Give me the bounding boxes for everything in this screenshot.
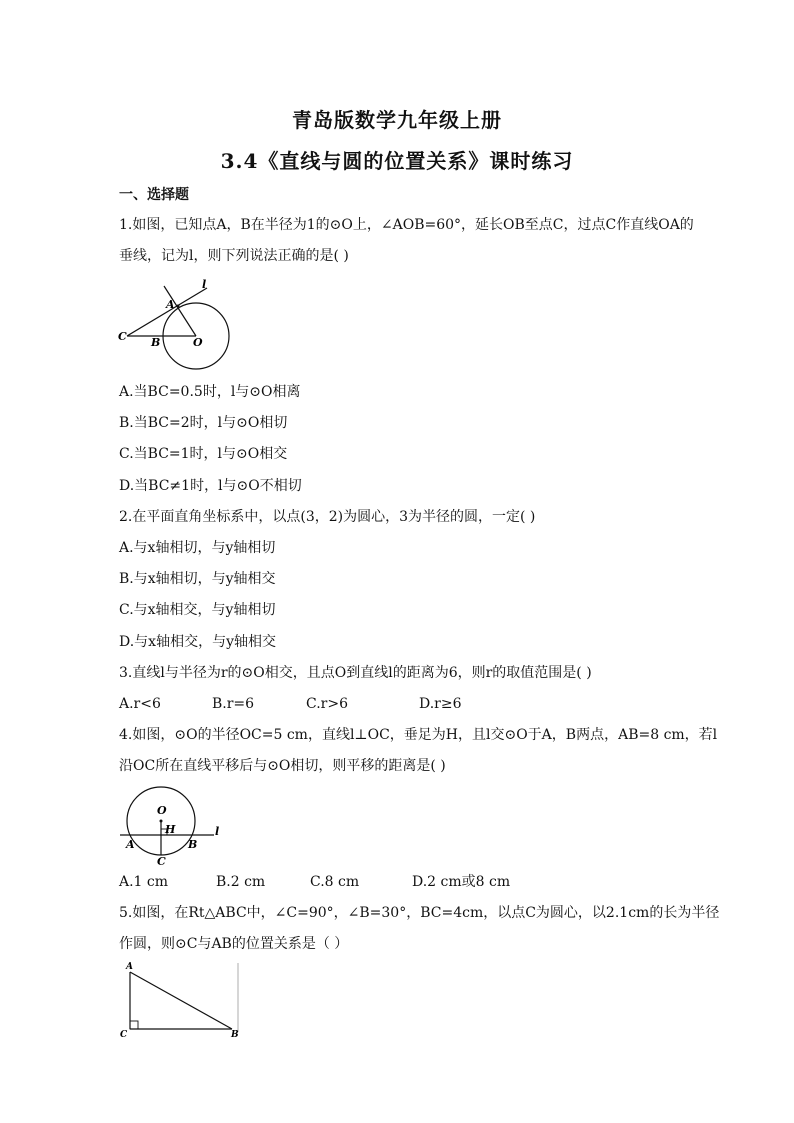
q2-stem: 2.在平面直角坐标系中，以点(3，2)为圆心，3为半径的圆，一定( ) (119, 509, 536, 525)
q5-stem-line1: 5.如图，在Rt△ABC中，∠C=90°，∠B=30°，BC=4cm，以点C为圆心，以2.1cm的长为半径 (119, 905, 720, 921)
section-heading: 一、选择题 (119, 187, 189, 203)
q4-label-b: B (188, 838, 198, 851)
q5-label-b: B (231, 1030, 239, 1040)
q1-label-a: A (166, 298, 175, 311)
document-title: 青岛版数学九年级上册 (292, 108, 502, 132)
q2-option-c: C.与x轴相交，与y轴相切 (119, 602, 276, 618)
q1-option-a: A.当BC=0.5时，l与⊙O相离 (119, 384, 301, 400)
q1-label-l: l (202, 278, 207, 291)
q5-stem-line2: 作圆，则⊙C与AB的位置关系是（ ） (119, 936, 349, 952)
q1-option-b: B.当BC=2时，l与⊙O相切 (119, 415, 288, 431)
q4-label-a: A (126, 838, 135, 851)
q3-option-d: D.r≥6 (419, 696, 462, 712)
q3-stem: 3.直线l与半径为r的⊙O相交，且点O到直线l的距离为6，则r的取值范围是( ) (119, 665, 592, 681)
document-subtitle: 3.4《直线与圆的位置关系》课时练习 (220, 149, 574, 173)
q4-label-l: l (215, 825, 220, 838)
q4-stem-line1: 4.如图，⊙O的半径OC=5 cm，直线l⊥OC，垂足为H，且l交⊙O于A，B两点，AB=8 cm，若l (119, 727, 718, 743)
q5-label-c: C (120, 1030, 128, 1040)
q5-right-angle (130, 1021, 138, 1029)
q4-stem-line2: 沿OC所在直线平移后与⊙O相切，则平移的距离是( ) (119, 758, 446, 774)
q4-label-c: C (157, 855, 166, 868)
q4-label-h: H (165, 823, 176, 836)
q5-figure (118, 960, 243, 1040)
q4-figure (118, 786, 228, 866)
q2-option-d: D.与x轴相交，与y轴相交 (119, 634, 276, 650)
q1-label-o: O (193, 336, 203, 349)
q1-line-l (127, 288, 207, 336)
q1-stem-line2: 垂线，记为l，则下列说法正确的是( ) (119, 248, 349, 264)
q2-option-a: A.与x轴相切，与y轴相切 (119, 540, 276, 556)
q1-option-d: D.当BC≠1时，l与⊙O不相切 (119, 478, 302, 494)
q4-option-b: B.2 cm (216, 874, 266, 890)
q3-option-a: A.r<6 (119, 696, 161, 712)
q1-option-c: C.当BC=1时，l与⊙O相交 (119, 446, 288, 462)
q4-label-o: O (157, 804, 167, 817)
q1-stem-line1: 1.如图，已知点A，B在半径为1的⊙O上，∠AOB=60°，延长OB至点C，过点C作直线OA的 (119, 217, 694, 233)
q2-option-b: B.与x轴相切，与y轴相交 (119, 571, 276, 587)
q4-option-d: D.2 cm或8 cm (412, 874, 511, 890)
q1-label-b: B (151, 336, 161, 349)
q3-option-b: B.r=6 (212, 696, 255, 712)
q1-point-a (177, 305, 180, 308)
q5-label-a: A (126, 962, 133, 972)
q4-option-c: C.8 cm (310, 874, 360, 890)
q3-option-c: C.r>6 (306, 696, 348, 712)
q4-center (160, 820, 163, 823)
q1-label-c: C (118, 330, 127, 343)
q5-side-ab (130, 972, 232, 1029)
q1-figure (115, 278, 240, 373)
q4-option-a: A.1 cm (119, 874, 169, 890)
